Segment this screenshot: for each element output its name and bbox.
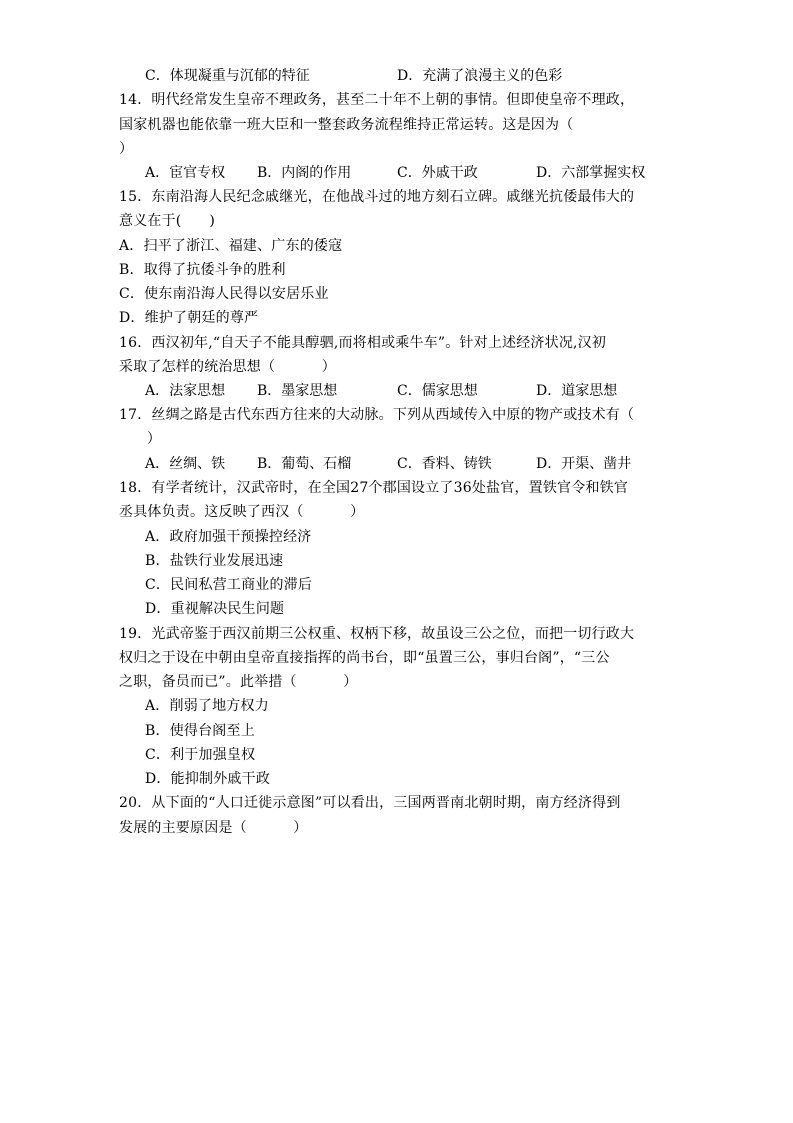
q20-stem-line2: 发展的主要原因是（ ） xyxy=(119,820,308,836)
q15-option-a: A．扫平了浙江、福建、广东的倭寇 xyxy=(119,238,343,254)
q19-option-c: C．利于加强皇权 xyxy=(145,747,256,763)
q14-stem-line1: 14．明代经常发生皇帝不理政务，甚至二十年不上朝的事情。但即使皇帝不理政， xyxy=(119,92,635,108)
q18-option-b: B．盐铁行业发展迅速 xyxy=(145,553,284,569)
q19-stem-line3: 之职，备员而已”。此举措（ ） xyxy=(119,674,358,690)
q15-option-c: C．使东南沿海人民得以安居乐业 xyxy=(119,286,329,302)
q13-option-c: C．体现凝重与沉郁的特征 xyxy=(145,68,310,84)
q16-option-c: C．儒家思想 xyxy=(397,383,478,399)
q16-option-a: A．法家思想 xyxy=(145,383,226,399)
q16-option-d: D．道家思想 xyxy=(536,383,618,399)
q17-option-b: B．葡萄、石榴 xyxy=(257,456,352,472)
q20-stem-line1: 20．从下面的“人口迁徙示意图”可以看出，三国两晋南北朝时期，南方经济得到 xyxy=(119,795,621,811)
q15-stem-line2: 意义在于( ) xyxy=(119,213,216,229)
q17-stem-line1: 17．丝绸之路是古代东西方往来的大动脉。下列从西域传入中原的物产或技术有（ xyxy=(119,407,635,423)
q15-stem-line1: 15．东南沿海人民纪念戚继光，在他战斗过的地方刻石立碑。戚继光抗倭最伟大的 xyxy=(119,189,635,205)
q14-stem-line3: ） xyxy=(119,141,134,157)
q15-option-d: D．维护了朝廷的尊严 xyxy=(119,310,259,326)
q18-option-c: C．民间私营工商业的滞后 xyxy=(145,577,313,593)
q17-option-c: C．香料、铸铁 xyxy=(397,456,492,472)
q17-stem-line2: ） xyxy=(119,431,162,447)
q14-stem-line2: 国家机器也能依靠一班大臣和一整套政务流程维持正常运转。这是因为（ xyxy=(119,117,574,133)
q19-option-d: D．能抑制外戚干政 xyxy=(145,771,271,787)
q18-option-a: A．政府加强干预操控经济 xyxy=(145,529,312,545)
q16-stem-line2: 采取了怎样的统治思想（ ） xyxy=(119,359,336,375)
q17-option-a: A．丝绸、铁 xyxy=(145,456,226,472)
q14-option-c: C．外戚干政 xyxy=(397,165,478,181)
q16-stem-line1: 16．西汉初年,“自天子不能具醇驷,而将相或乘牛车”。针对上述经济状况,汉初 xyxy=(119,335,607,351)
q16-option-b: B．墨家思想 xyxy=(257,383,338,399)
q14-option-b: B．内阁的作用 xyxy=(257,165,352,181)
q19-stem-line2: 权归之于设在中朝由皇帝直接指挥的尚书台，即“虽置三公，事归台阁”，“三公 xyxy=(119,650,610,666)
q15-option-b: B．取得了抗倭斗争的胜利 xyxy=(119,262,286,278)
q19-option-b: B．使得台阁至上 xyxy=(145,723,255,739)
q18-option-d: D．重视解决民生问题 xyxy=(145,601,285,617)
q17-option-d: D．开渠、凿井 xyxy=(536,456,632,472)
q19-option-a: A．削弱了地方权力 xyxy=(145,698,269,714)
q18-stem-line2: 丞具体负责。这反映了西汉（ ） xyxy=(119,504,365,520)
q19-stem-line1: 19．光武帝鉴于西汉前期三公权重、权柄下移，故虽设三公之位，而把一切行政大 xyxy=(119,626,635,642)
q18-stem-line1: 18．有学者统计，汉武帝时，在全国27个郡国设立了36处盐官，置铁官令和铁官 xyxy=(119,480,629,496)
q14-option-d: D．六部掌握实权 xyxy=(536,165,646,181)
q13-option-d: D．充满了浪漫主义的色彩 xyxy=(397,68,563,84)
q14-option-a: A．宦官专权 xyxy=(145,165,226,181)
